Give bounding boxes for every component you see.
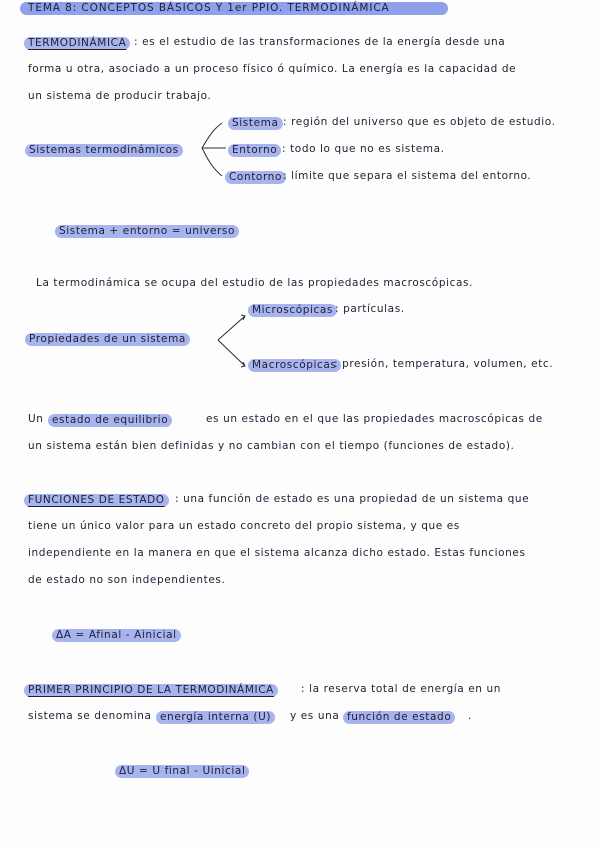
term-estado-equilibrio: estado de equilibrio <box>48 414 172 427</box>
term-funcion-estado: función de estado <box>343 711 455 724</box>
primer-line-1: : la reserva total de energía en un <box>301 683 501 695</box>
term-energia-interna: energía interna (U) <box>156 711 275 724</box>
term-macroscopicas: Macroscópicas <box>248 359 341 372</box>
page-title: TEMA 8: CONCEPTOS BÁSICOS Y 1er PPIO. TERMODINÁMICA <box>20 2 448 15</box>
funciones-line-4: de estado no son independientes. <box>28 574 226 586</box>
formula-delta-u: ΔU = U final - Uinicial <box>115 765 249 778</box>
formula-delta-a: ΔA = Afinal - Ainicial <box>52 629 181 642</box>
primer-line-2-pre: sistema se denomina <box>28 710 152 722</box>
termodinamica-line-1: : es el estudio de las transformaciones de la energía desde una <box>134 36 506 48</box>
equilibrio-line-1: es un estado en el que las propiedades macroscópicas de <box>206 413 543 425</box>
formula-universo: Sistema + entorno = universo <box>55 225 239 238</box>
term-funciones-estado: FUNCIONES DE ESTADO <box>24 494 169 507</box>
term-entorno: Entorno <box>228 144 281 157</box>
sistema-def: : región del universo que es objeto de estudio. <box>283 116 556 128</box>
term-primer-principio: PRIMER PRINCIPIO DE LA TERMODINÁMICA <box>24 684 278 697</box>
microscopicas-def: : partículas. <box>335 303 405 315</box>
term-microscopicas: Microscópicas <box>248 304 337 317</box>
propiedades-intro: La termodinámica se ocupa del estudio de las propiedades macroscópicas. <box>36 277 474 289</box>
termodinamica-line-2: forma u otra, asociado a un proceso físico ó químico. La energía es la capacidad de <box>28 63 517 75</box>
funciones-line-2: tiene un único valor para un estado concreto del propio sistema, y que es <box>28 520 460 532</box>
funciones-line-1: : una función de estado es una propiedad de un sistema que <box>175 493 530 505</box>
term-termodinamica: TERMODINÁMICA <box>24 37 130 50</box>
funciones-line-3: independiente en la manera en que el sistema alcanza dicho estado. Estas funciones <box>28 547 526 559</box>
primer-line-2-mid: y es una <box>290 710 340 722</box>
term-contorno: Contorno <box>225 171 286 184</box>
term-sistema: Sistema <box>228 117 283 130</box>
equilibrio-pre: Un <box>28 413 44 425</box>
label-propiedades-sistema: Propiedades de un sistema <box>25 333 190 346</box>
entorno-def: : todo lo que no es sistema. <box>282 143 445 155</box>
contorno-def: : límite que separa el sistema del entorno. <box>283 170 532 182</box>
equilibrio-line-2: un sistema están bien definidas y no cambian con el tiempo (funciones de estado). <box>28 440 515 452</box>
termodinamica-line-3: un sistema de producir trabajo. <box>28 90 212 102</box>
macroscopicas-def: : presión, temperatura, volumen, etc. <box>334 358 554 370</box>
label-sistemas-termodinamicos: Sistemas termodinámicos <box>25 144 183 157</box>
primer-line-2-end: . <box>468 710 472 722</box>
